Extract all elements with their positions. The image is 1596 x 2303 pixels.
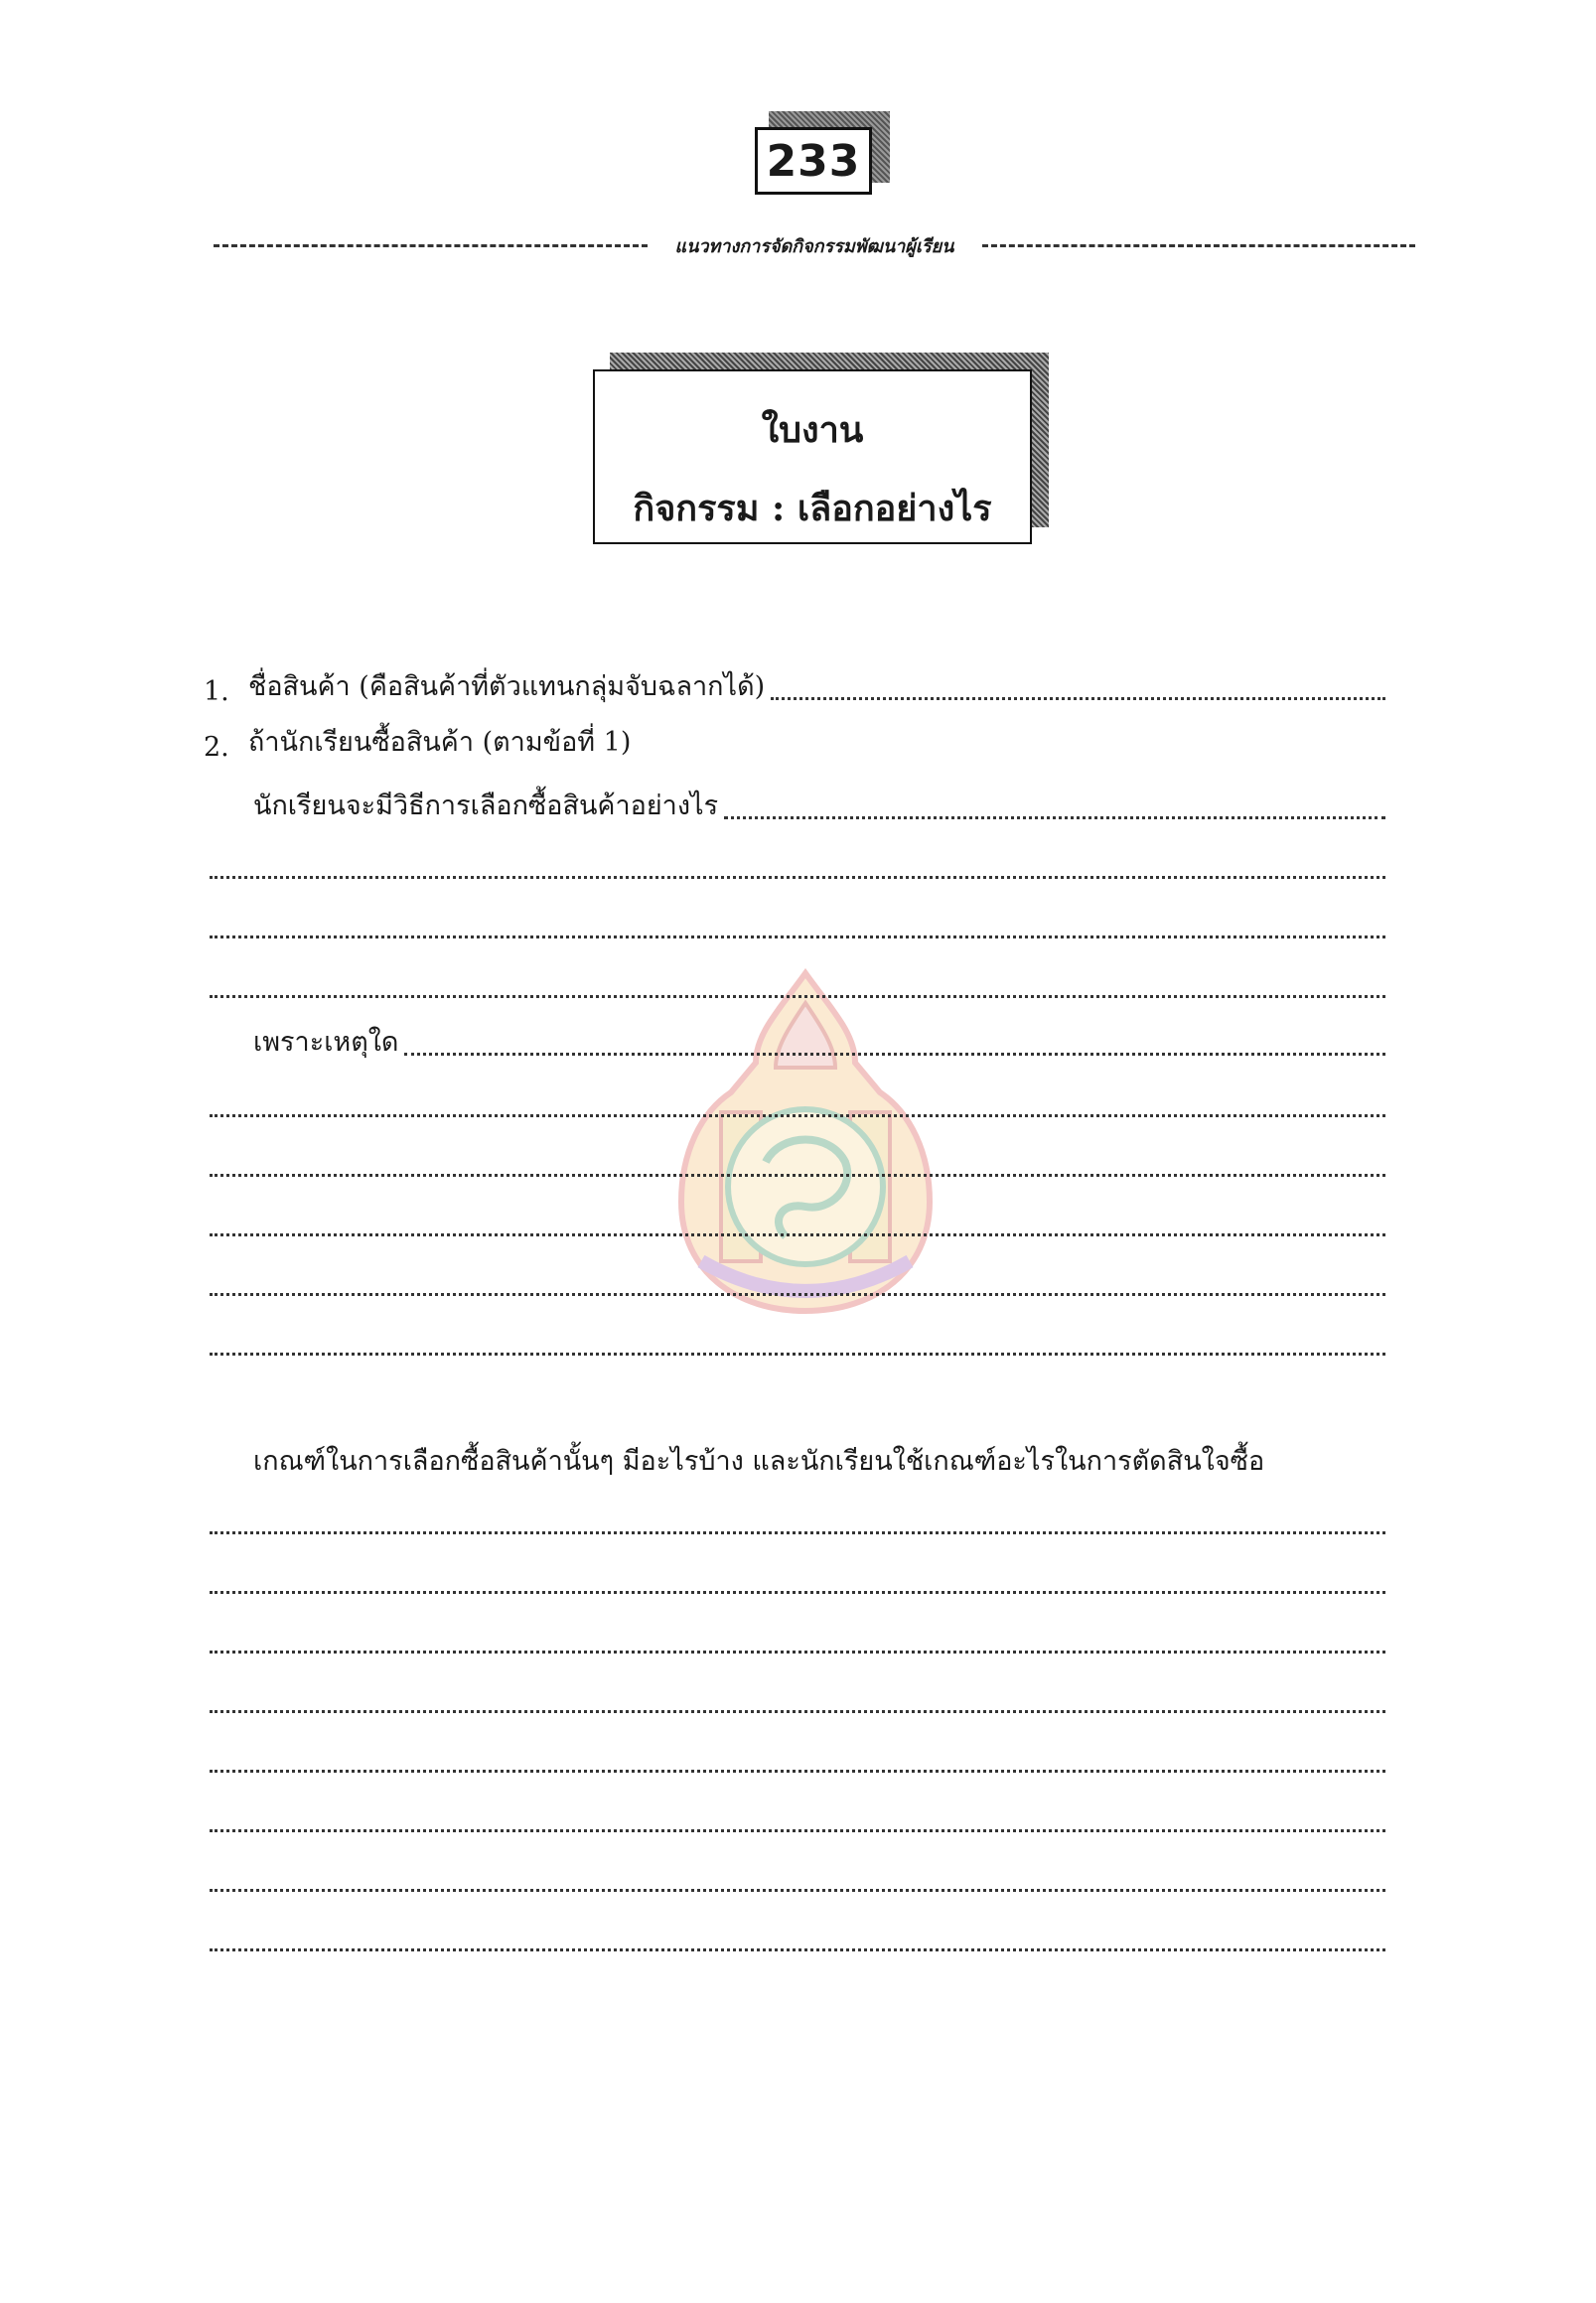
answer-line xyxy=(204,1621,1385,1660)
answer-line xyxy=(204,1502,1385,1541)
answer-blank[interactable] xyxy=(210,1770,1385,1773)
answer-blank[interactable] xyxy=(210,1710,1385,1713)
answer-line xyxy=(204,906,1385,945)
activity-title: กิจกรรม : เลือกอย่างไร xyxy=(633,488,992,529)
answer-blank[interactable] xyxy=(210,1174,1385,1177)
item-number: 1. xyxy=(204,676,229,707)
item-1-line xyxy=(204,667,1385,707)
header-rule-right xyxy=(982,244,1416,247)
answer-line xyxy=(204,1919,1385,1958)
running-header xyxy=(214,230,1415,260)
question-criteria-label: เกณฑ์ในการเลือกซื้อสินค้านั้นๆ มีอะไรบ้าง และนักเรียนใช้เกณฑ์อะไรในการตัดสินใจซื้อ xyxy=(253,1446,1265,1477)
answer-line xyxy=(204,1323,1385,1363)
worksheet-title: ใบงาน xyxy=(761,409,864,451)
page-number: 233 xyxy=(755,127,872,195)
answer-blank[interactable] xyxy=(210,1353,1385,1356)
answer-line xyxy=(204,1084,1385,1124)
question-how-label: นักเรียนจะมีวิธีการเลือกซื้อสินค้าอย่างไร xyxy=(253,791,719,821)
answer-line xyxy=(204,1859,1385,1899)
answer-blank[interactable] xyxy=(210,1889,1385,1892)
answer-line xyxy=(204,1680,1385,1720)
item-2-line xyxy=(204,723,1385,763)
answer-blank[interactable] xyxy=(210,1591,1385,1594)
item-label: ชื่อสินค้า (คือสินค้าที่ตัวแทนกลุ่มจับฉลากได้) xyxy=(248,671,766,702)
question-criteria-line xyxy=(204,1442,1385,1482)
header-rule-left xyxy=(214,244,648,247)
answer-blank[interactable] xyxy=(404,1053,1385,1056)
answer-line xyxy=(204,1263,1385,1303)
answer-blank[interactable] xyxy=(210,1948,1385,1951)
answer-blank[interactable] xyxy=(210,1233,1385,1236)
answer-blank[interactable] xyxy=(210,1114,1385,1117)
answer-line xyxy=(204,846,1385,886)
answer-line xyxy=(204,1204,1385,1243)
answer-line xyxy=(204,1144,1385,1184)
item-number: 2. xyxy=(204,732,229,763)
running-header-text: แนวทางการจัดกิจกรรมพัฒนาผู้เรียน xyxy=(674,235,954,257)
answer-blank[interactable] xyxy=(210,1651,1385,1654)
answer-blank[interactable] xyxy=(210,1293,1385,1296)
title-box xyxy=(593,369,1032,544)
question-how-line xyxy=(204,787,1385,826)
answer-line xyxy=(204,965,1385,1005)
item-label: ถ้านักเรียนซื้อสินค้า (ตามข้อที่ 1) xyxy=(248,727,632,758)
answer-blank[interactable] xyxy=(210,1531,1385,1534)
answer-blank[interactable] xyxy=(210,1829,1385,1832)
answer-blank[interactable] xyxy=(771,697,1385,700)
answer-blank[interactable] xyxy=(210,936,1385,938)
answer-blank[interactable] xyxy=(210,876,1385,879)
question-why-line xyxy=(204,1023,1385,1063)
answer-blank[interactable] xyxy=(724,816,1385,819)
answer-line xyxy=(204,1561,1385,1601)
answer-line xyxy=(204,1799,1385,1839)
answer-line xyxy=(204,1740,1385,1780)
question-why-label: เพราะเหตุใด xyxy=(253,1027,399,1058)
answer-blank[interactable] xyxy=(210,995,1385,998)
